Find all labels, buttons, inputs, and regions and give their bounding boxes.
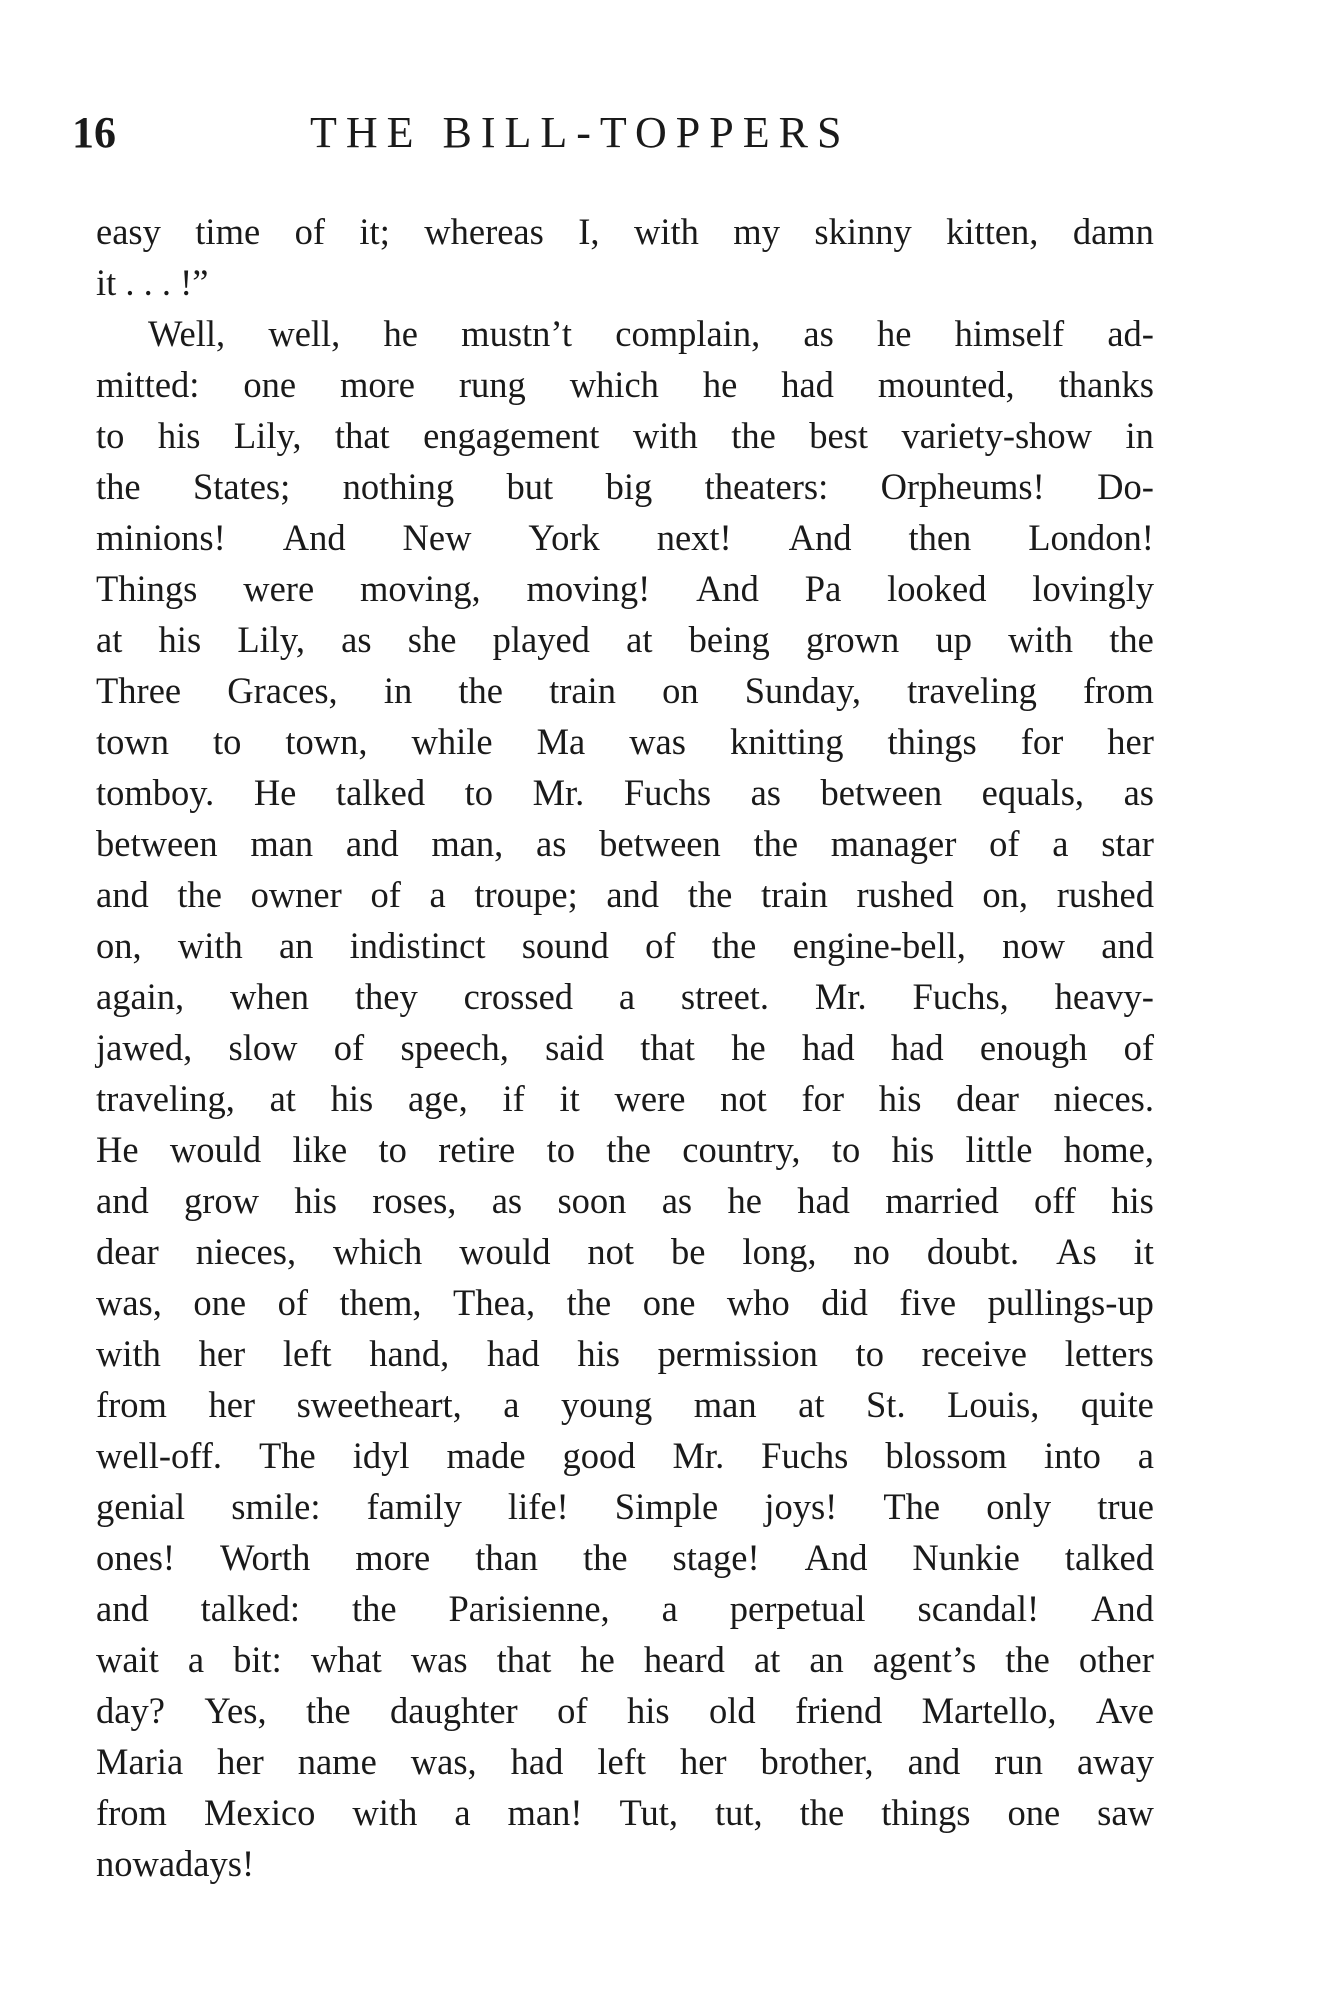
text-line: mitted: one more rung which he had mounted, thanks bbox=[96, 364, 1154, 405]
text-line: from Mexico with a man! Tut, tut, the things one saw bbox=[96, 1792, 1154, 1833]
text-line: jawed, slow of speech, said that he had had enough of bbox=[96, 1027, 1154, 1068]
text-line: traveling, at his age, if it were not for his dear nieces. bbox=[96, 1078, 1154, 1119]
text-line: Maria her name was, had left her brother, and run away bbox=[96, 1741, 1154, 1782]
text-line: tomboy. He talked to Mr. Fuchs as between equals, as bbox=[96, 772, 1154, 813]
text-line: on, with an indistinct sound of the engine-bell, now and bbox=[96, 925, 1154, 966]
running-head bbox=[72, 98, 1072, 168]
text-line: was, one of them, Thea, the one who did five pullings-up bbox=[96, 1282, 1154, 1323]
text-line: between man and man, as between the manager of a star bbox=[96, 823, 1154, 864]
page-number: 16 bbox=[72, 108, 116, 157]
text-line: day? Yes, the daughter of his old friend Martello, Ave bbox=[96, 1690, 1154, 1731]
text-line: and the owner of a troupe; and the train rushed on, rushed bbox=[96, 874, 1154, 915]
text-line: from her sweetheart, a young man at St. Louis, quite bbox=[96, 1384, 1154, 1425]
running-title: THE BILL-TOPPERS bbox=[310, 108, 851, 157]
text-line: He would like to retire to the country, to his little home, bbox=[96, 1129, 1154, 1170]
text-line: with her left hand, had his permission to receive letters bbox=[96, 1333, 1154, 1374]
text-line: town to town, while Ma was knitting things for her bbox=[96, 721, 1154, 762]
text-line: nowadays! bbox=[96, 1843, 255, 1884]
text-line: ones! Worth more than the stage! And Nunkie talked bbox=[96, 1537, 1154, 1578]
text-line: Three Graces, in the train on Sunday, traveling from bbox=[96, 670, 1154, 711]
text-line: easy time of it; whereas I, with my skinny kitten, damn bbox=[96, 211, 1154, 252]
text-line: the States; nothing but big theaters: Orpheums! Do- bbox=[96, 466, 1154, 507]
text-line: genial smile: family life! Simple joys! The only true bbox=[96, 1486, 1154, 1527]
text-line: wait a bit: what was that he heard at an agent’s the other bbox=[96, 1639, 1154, 1680]
text-line: dear nieces, which would not be long, no doubt. As it bbox=[96, 1231, 1154, 1272]
text-line: and grow his roses, as soon as he had married off his bbox=[96, 1180, 1154, 1221]
text-line: again, when they crossed a street. Mr. Fuchs, heavy- bbox=[96, 976, 1154, 1017]
text-line: well-off. The idyl made good Mr. Fuchs blossom into a bbox=[96, 1435, 1154, 1476]
text-line: Things were moving, moving! And Pa looked lovingly bbox=[96, 568, 1154, 609]
text-line: it . . . !” bbox=[96, 262, 209, 303]
text-line: minions! And New York next! And then London! bbox=[96, 517, 1154, 558]
body-text bbox=[96, 206, 1154, 1889]
text-line: and talked: the Parisienne, a perpetual scandal! And bbox=[96, 1588, 1154, 1629]
text-line: Well, well, he mustn’t complain, as he himself ad- bbox=[148, 313, 1154, 354]
text-line: at his Lily, as she played at being grown up with the bbox=[96, 619, 1154, 660]
text-line: to his Lily, that engagement with the best variety-show in bbox=[96, 415, 1154, 456]
